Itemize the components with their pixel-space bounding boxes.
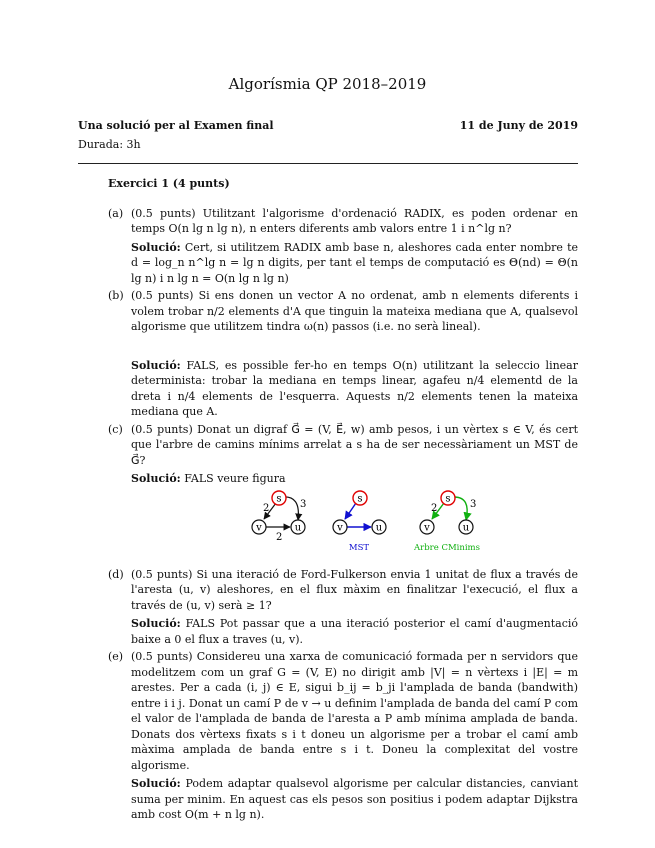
item-b (108, 288, 578, 420)
spt-weight-s-u: 3 (470, 498, 477, 510)
spt-label: Arbre CMinims (414, 542, 480, 553)
exercise-title: Exercici 1 (4 punts) (108, 177, 230, 190)
mst-label: MST (348, 542, 370, 553)
item-label: (d) (108, 567, 124, 581)
weight-s-u: 3 (300, 498, 307, 510)
spt-node-s-label: s (445, 493, 451, 504)
solution-text: FALS Pot passar que a una iteració posterior el camí d'augmentació baixe a 0 el flux a traves (u, v). (131, 617, 579, 646)
solution-label: Solució: (131, 358, 181, 372)
node-s-label: s (276, 493, 282, 504)
header-left: Una solució per al Examen final (78, 119, 274, 132)
solution (131, 776, 578, 823)
solution-label: Solució: (131, 472, 181, 485)
node-u-label: u (294, 522, 302, 533)
item-d (108, 567, 578, 648)
graph-figure-svg (241, 487, 491, 565)
item-label: (b) (108, 289, 124, 302)
solution-text: FALS veure figura (184, 472, 286, 485)
question-text: (0.5 punts) Si ens donen un vector A no ordenat, amb n elements diferents i volem trobar n/2 elements d'A que tinguin la mateixa mediana que A, qualsevol algorisme que utilitzem tindra ω(n) passos (i.e. no serà lineal). (131, 289, 578, 333)
spt-node-u-label: u (462, 522, 470, 533)
item-e (108, 649, 578, 823)
graph-figure (131, 487, 578, 565)
mst-node-v-label: v (337, 522, 343, 533)
solution (131, 358, 578, 420)
item-label: (a) (108, 206, 124, 220)
duration: Durada: 3h (78, 137, 141, 151)
solution (131, 471, 578, 487)
question-text: (0.5 punts) Considereu una xarxa de comunicació formada per n servidors que modelitzem com un graf G = (V, E) no dirigit amb |V| = n vèrtexs i |E| = m arestes. Per a cada (i, j) ∈ E, sigui b_ij = b_ji l'amplada de banda (bandwith) entre i i j. Donat un camí P de v → u definim l'amplada de banda del camí P com el valor de l'amplada de banda de l'aresta a P amb mínima amplada de banda. Donats dos vèrtexs fixats s i t doneu un algorisme per a trobar el camí amb màxima amplada de banda entre s i t. Doneu la complexitat del vostre algorisme. (131, 650, 578, 772)
graph-original (252, 491, 306, 543)
spt-weight-s-v: 2 (431, 502, 438, 514)
question-text: (0.5 punts) Donat un digraf G⃗ = (V, E⃗, w) amb pesos, i un vèrtex s ∈ V, és cert que l'arbre de camins mínims arrelat a s ha de ser necessàriament un MST de G⃗? (131, 422, 578, 467)
item-label: (e) (108, 650, 124, 663)
graph-shortest-path-tree (413, 491, 480, 553)
weight-v-u: 2 (276, 531, 283, 543)
item-a (108, 206, 578, 287)
divider (78, 163, 578, 164)
mst-node-s-label: s (357, 493, 363, 504)
mst-node-u-label: u (375, 522, 383, 533)
header-date: 11 de Juny de 2019 (459, 119, 578, 132)
graph-mst (333, 491, 386, 553)
spt-edge-s-u (454, 497, 467, 520)
solution-label: Solució: (131, 617, 181, 630)
exercise-1 (108, 176, 578, 825)
item-label: (c) (108, 422, 123, 436)
item-c (108, 422, 578, 565)
weight-s-v: 2 (263, 502, 270, 514)
solution-label: Solució: (131, 240, 181, 254)
solution-label: Solució: (131, 777, 181, 790)
solution-text: FALS, es possible fer-ho en temps O(n) utilitzant la seleccio linear determinista: trobar la mediana en temps linear, agafeu n/4 elementd de la dreta i n/4 elements de l'esquerra. Aquests n/2 elements tenen la mateixa mediana que A. (131, 358, 578, 418)
solution (131, 616, 578, 647)
exam-header (78, 118, 578, 152)
solution-text: Cert, si utilitzem RADIX amb base n, aleshores cada enter nombre te d = log_n n^lg n = lg n digits, per tant el temps de computació es Θ(nd) = Θ(n lg n) i n lg n = O(n lg n lg n) (131, 240, 578, 285)
document-title: Algorísmia QP 2018–2019 (228, 75, 427, 93)
node-v-label: v (256, 522, 262, 533)
mst-edge-s-v (345, 503, 356, 519)
question-text: (0.5 punts) Utilitzant l'algorisme d'ordenació RADIX, es poden ordenar en temps O(n lg n lg n), n enters diferents amb valors entre 1 i n^lg n? (131, 206, 578, 235)
question-text: (0.5 punts) Si una iteració de Ford-Fulkerson envia 1 unitat de flux a través de l'aresta (u, v) aleshores, en el flux màxim en finalitzar l'execució, el flux a través de (u, v) serà ≥ 1? (131, 567, 578, 612)
spt-node-v-label: v (424, 522, 430, 533)
solution-text: Podem adaptar qualsevol algorisme per calcular distancies, canviant suma per minim. En aquest cas els pesos son positius i podem adaptar Dijkstra amb cost O(m + n lg n). (131, 777, 579, 821)
solution (131, 240, 578, 287)
